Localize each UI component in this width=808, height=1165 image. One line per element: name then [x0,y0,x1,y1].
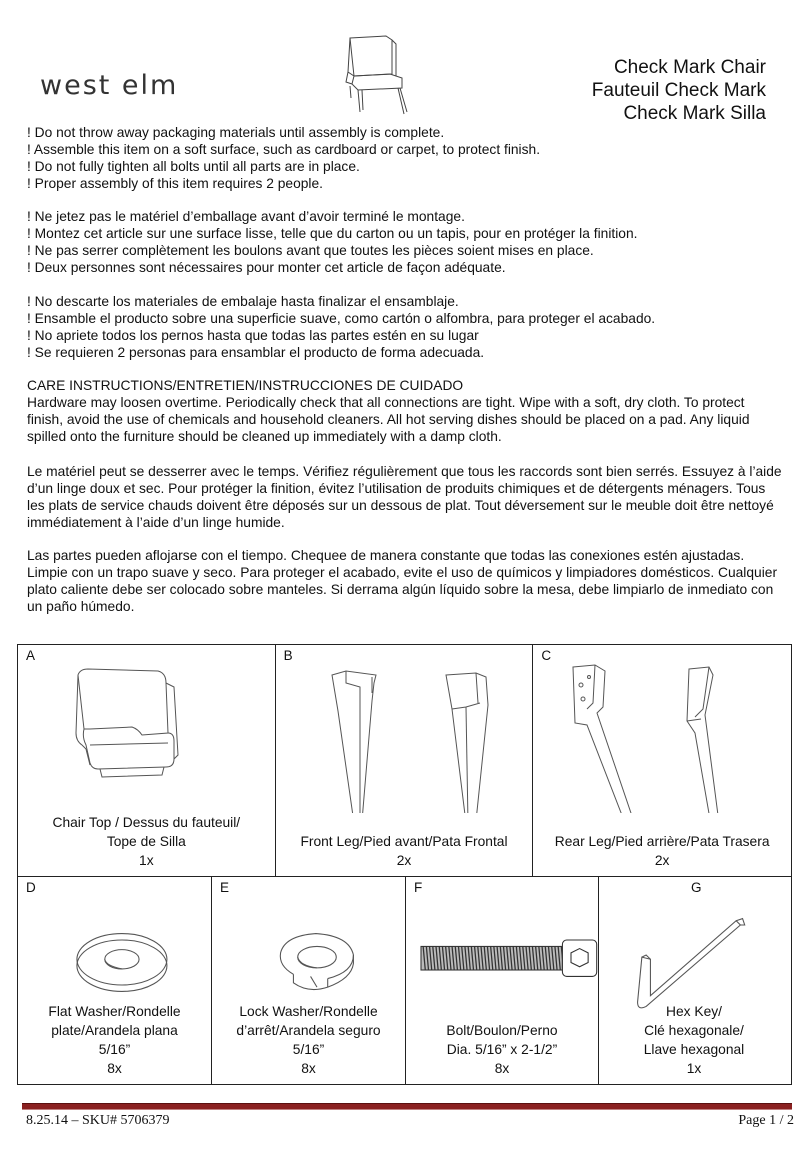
care-instructions-fr [27,463,782,531]
care-text-en: Hardware may loosen overtime. Periodically check that all connections are tight. Wipe with a soft, dry cloth. To protect finish, avoid the use of chemicals and household cleaners. All hot serving dishes should be placed on a pad. Any liquid spilled onto the furniture should be cleaned up immediately with a damp cloth. [27,395,750,444]
parts-row [18,645,791,877]
warning-line: ! Do not throw away packaging materials until assembly is complete. [27,125,445,140]
title-en: Check Mark Chair [613,57,766,78]
parts-row [18,877,791,1084]
caption-line: Rear Leg/Pied arrière/Pata Trasera [554,834,770,849]
caption-line: d’arrêt/Arandela seguro [236,1023,381,1038]
caption-line: Hex Key/ [666,1004,722,1019]
part-caption [212,1002,405,1078]
warnings-en [27,124,782,192]
caption-line: 5/16” [292,1042,325,1057]
caption-line: Flat Washer/Rondelle [48,1004,181,1019]
warning-line: ! Ensamble el producto sobre una superficie suave, como cartón o alfombra, para proteger el acabado. [27,311,656,326]
caption-line: Bolt/Boulon/Perno [446,1023,558,1038]
warning-line: ! Se requieren 2 personas para ensamblar el producto de forma adecuada. [27,345,485,360]
caption-line: Dia. 5/16” x 2-1/2” [446,1042,558,1057]
part-caption [276,832,533,870]
warning-line: ! Do not fully tighten all bolts until all parts are in place. [27,159,360,174]
warning-line: ! Assemble this item on a soft surface, such as cardboard or carpet, to protect finish. [27,142,541,157]
brand-logo: west elm [40,70,179,101]
care-instructions-es [27,547,782,615]
caption-line: 5/16” [98,1042,131,1057]
warning-line: ! No descarte los materiales de embalaje hasta finalizar el ensamblaje. [27,294,459,309]
caption-line: Llave hexagonal [643,1042,745,1057]
part-cell-c [533,645,791,876]
caption-line: Front Leg/Pied avant/Pata Frontal [300,834,508,849]
chair-top-illustration-icon [18,663,275,813]
parts-list-table [17,644,792,1085]
part-caption [533,832,791,870]
title-fr: Fauteuil Check Mark [591,80,766,101]
footer-sku: 8.25.14 – SKU# 5706379 [26,1113,170,1128]
warnings-fr [27,208,782,276]
warning-line: ! Montez cet article sur une surface lisse, telle que du carton ou un tapis, pour en protéger la finition. [27,226,638,241]
part-caption [18,1002,211,1078]
care-instructions-en [27,377,782,445]
caption-line: 2x [654,853,670,868]
part-letter: B [283,648,293,663]
part-letter: F [414,880,423,895]
care-text-es: Las partes pueden aflojarse con el tiempo. Chequee de manera constante que todas las conexiones estén ajustadas. Limpie con un trapo suave y seco. Para proteger el acabado, evite el uso de químicos y limpiadores domésticos. Cualquier plato caliente debe ser colocado sobre manteles. Si derrama algún líquido sobre la mesa, debe limpiarlo de inmediato con un paño húmedo. [27,548,778,614]
warning-line: ! No apriete todos los pernos hasta que todas las partes estén en su lugar [27,328,479,343]
warning-line: ! Ne jetez pas le matériel d’emballage avant d’avoir terminé le montage. [27,209,465,224]
part-letter: A [26,648,36,663]
part-letter: C [541,648,552,663]
page-number: Page 1 / 2 [738,1113,794,1128]
care-heading: CARE INSTRUCTIONS/ENTRETIEN/INSTRUCCIONES DE CUIDADO [27,378,464,393]
part-letter: G [691,880,702,895]
part-caption [406,1021,598,1078]
part-cell-b [276,645,534,876]
part-cell-g [599,877,789,1084]
caption-line: Lock Washer/Rondelle [239,1004,378,1019]
caption-line: 2x [396,853,412,868]
caption-line: Clé hexagonale/ [644,1023,744,1038]
title-es: Check Mark Silla [623,103,766,124]
warning-line: ! Ne pas serrer complètement les boulons avant que toutes les pièces soient mises en place. [27,243,594,258]
part-caption [599,1002,789,1078]
warnings-es [27,293,782,361]
warning-line: ! Proper assembly of this item requires 2 people. [27,176,324,191]
part-cell-f [406,877,599,1084]
care-text-fr: Le matériel peut se desserrer avec le temps. Vérifiez régulièrement que tous les raccords sont bien serrés. Essuyez à l’aide d’un linge doux et sec. Pour protéger la finition, évitez l’utilisation de produits chimiques et de détergents ménagers. Tous les plats de service chauds doivent être déposés sur un dessous de plat. Tout déversement sur le meuble doit être nettoyé immédiatement à l’aide d’un linge humide. [27,464,782,530]
warning-line: ! Deux personnes sont nécessaires pour monter cet article de façon adéquate. [27,260,506,275]
part-cell-d [18,877,212,1084]
part-letter: D [26,880,36,895]
caption-line: 1x [686,1061,702,1076]
part-caption [18,813,275,870]
caption-line: 8x [107,1061,122,1076]
part-cell-a [18,645,276,876]
caption-line: plate/Arandela plana [51,1023,178,1038]
part-cell-e [212,877,406,1084]
caption-line: 8x [301,1061,316,1076]
caption-line: 1x [139,853,154,868]
caption-line: Tope de Silla [106,834,186,849]
front-leg-illustration-icon [276,663,533,813]
rear-leg-illustration-icon [533,663,790,813]
part-letter: E [220,880,230,895]
caption-line: 8x [494,1061,510,1076]
footer-divider [22,1103,792,1110]
document-title [592,56,766,125]
chair-thumbnail-icon [342,32,440,116]
caption-line: Chair Top / Dessus du fauteuil/ [52,815,241,830]
